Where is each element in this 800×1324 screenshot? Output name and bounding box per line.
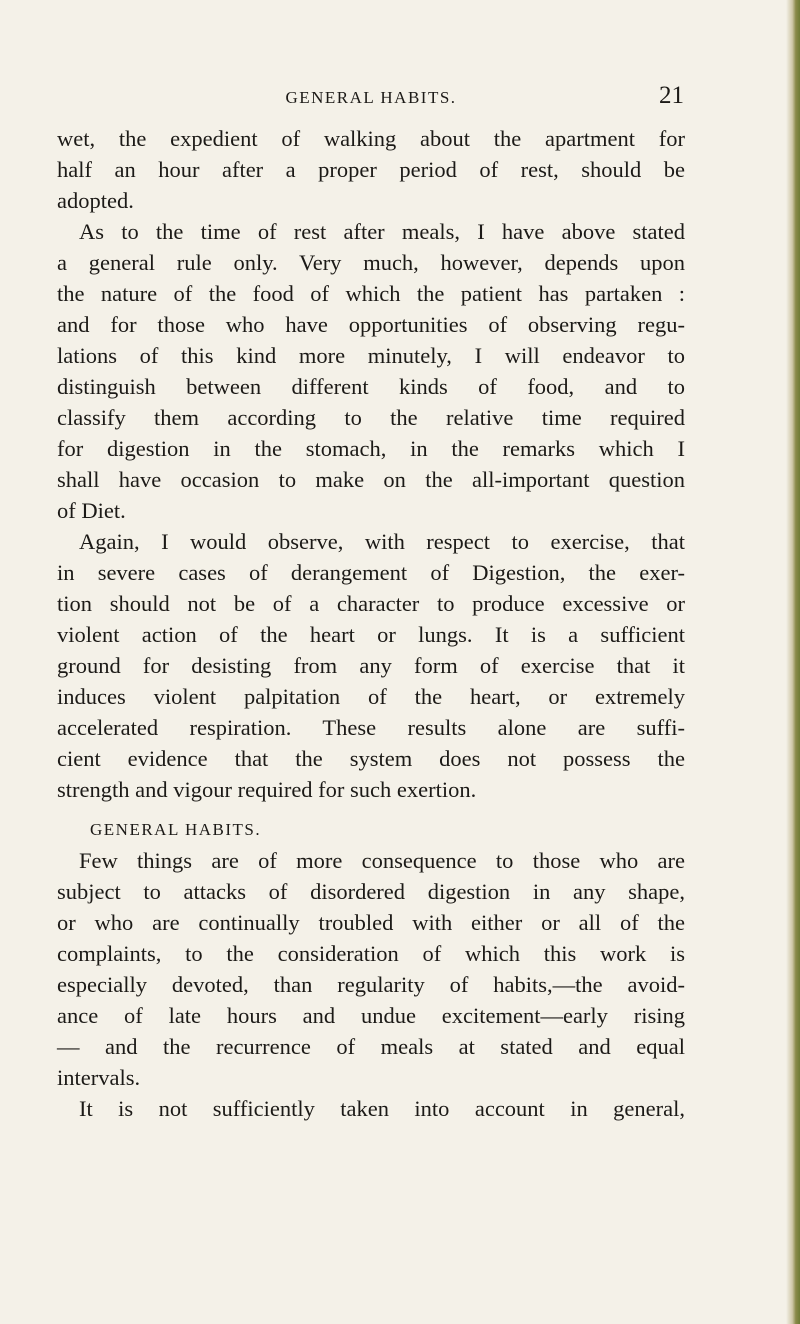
text-line: in severe cases of derangement of Digestion, the exer-: [57, 560, 685, 585]
text-line: a general rule only. Very much, however, depends upon: [57, 250, 685, 275]
text-line: distinguish between different kinds of food, and to: [57, 374, 685, 399]
text-line: Again, I would observe, with respect to exercise, that: [79, 529, 685, 554]
text-line: subject to attacks of disordered digestion in any shape,: [57, 879, 685, 904]
text-line: tion should not be of a character to produce excessive or: [57, 591, 685, 616]
text-line: shall have occasion to make on the all-important question: [57, 467, 685, 492]
text-line: lations of this kind more minutely, I will endeavor to: [57, 343, 685, 368]
text-line: ground for desisting from any form of exercise that it: [57, 653, 685, 678]
page-edge: [786, 0, 800, 1324]
text-line: the nature of the food of which the patient has partaken :: [57, 281, 685, 306]
text-line: accelerated respiration. These results alone are suffi-: [57, 715, 685, 740]
text-line: intervals.: [57, 1065, 141, 1090]
text-line: and for those who have opportunities of observing regu-: [57, 312, 685, 337]
text-line: Few things are of more consequence to those who are: [79, 848, 685, 873]
text-line: strength and vigour required for such exertion.: [57, 777, 477, 802]
text-line: half an hour after a proper period of rest, should be: [57, 157, 685, 182]
text-line: ance of late hours and undue excitement—early rising: [57, 1003, 685, 1028]
running-head: [56, 82, 686, 112]
text-block: [57, 123, 685, 1124]
text-line: for digestion in the stomach, in the remarks which I: [57, 436, 685, 461]
running-title: GENERAL HABITS.: [285, 88, 457, 107]
text-line: classify them according to the relative time required: [57, 405, 685, 430]
text-line: of Diet.: [57, 498, 126, 523]
text-line: induces violent palpitation of the heart, or extremely: [57, 684, 685, 709]
text-line: As to the time of rest after meals, I have above stated: [79, 219, 685, 244]
text-line: cient evidence that the system does not possess the: [57, 746, 685, 771]
text-line: violent action of the heart or lungs. It is a sufficient: [57, 622, 685, 647]
section-heading: GENERAL HABITS.: [90, 820, 262, 839]
text-line: adopted.: [57, 188, 134, 213]
text-line: especially devoted, than regularity of habits,—the avoid-: [57, 972, 685, 997]
text-line: wet, the expedient of walking about the apartment for: [57, 126, 685, 151]
text-line: — and the recurrence of meals at stated and equal: [57, 1034, 685, 1059]
text-line: It is not sufficiently taken into account in general,: [79, 1096, 685, 1121]
text-line: or who are continually troubled with either or all of the: [57, 910, 685, 935]
text-line: complaints, to the consideration of which this work is: [57, 941, 685, 966]
page-number: 21: [659, 82, 684, 109]
